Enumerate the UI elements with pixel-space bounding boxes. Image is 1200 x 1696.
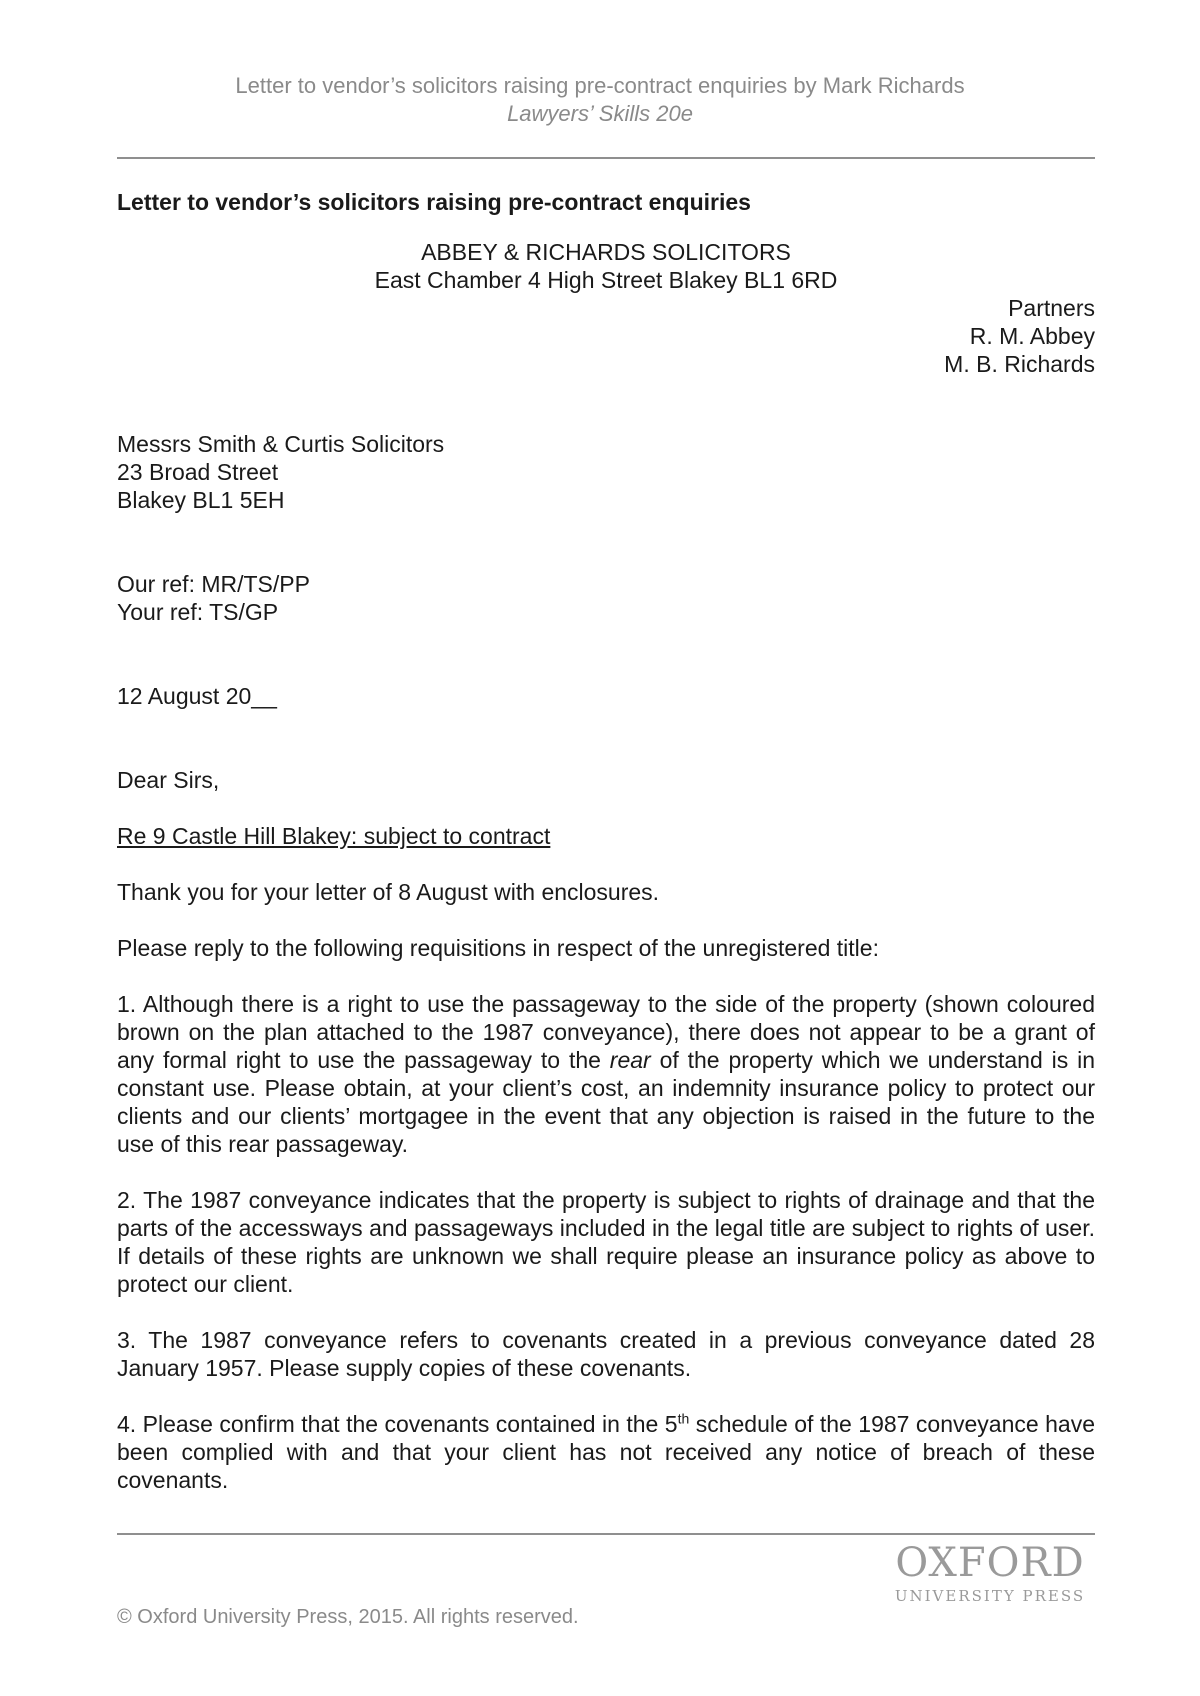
firm-name: ABBEY & RICHARDS SOLICITORS [421, 239, 791, 265]
partner-name: R. M. Abbey [969, 323, 1095, 349]
letter-body [117, 188, 1095, 1494]
partner-name: M. B. Richards [944, 351, 1095, 377]
header-subtitle: Lawyers’ Skills 20e [507, 101, 693, 126]
ordinal-suffix: th [677, 1410, 690, 1427]
requisition-4 [117, 1410, 1095, 1494]
document-title: Letter to vendor’s solicitors raising pre-contract enquiries [117, 189, 751, 215]
header-divider [117, 157, 1095, 159]
partners-heading: Partners [1008, 295, 1095, 321]
recipient-line: Messrs Smith & Curtis Solicitors [117, 431, 445, 457]
salutation: Dear Sirs, [117, 767, 220, 793]
firm-letterhead [117, 238, 1095, 294]
footer-divider [117, 1533, 1095, 1535]
requisition-1 [117, 990, 1095, 1158]
references [117, 570, 1095, 626]
header-title: Letter to vendor’s solicitors raising pre-contract enquiries by Mark Richards [235, 73, 965, 98]
requisition-1-text: 1. Although there is a right to use the passageway to the side of the property (shown coloured brown on the plan attached to the 1987 conveyance), there does not appear to be a grant of any formal right to use the passageway to the [117, 991, 1095, 1073]
logo-sub-text: UNIVERSITY PRESS [894, 1587, 1086, 1605]
requisition-4-text: 4. Please confirm that the covenants contained in the 5 [117, 1411, 678, 1437]
firm-address: East Chamber 4 High Street Blakey BL1 6RD [374, 267, 838, 293]
intro-paragraph: Thank you for your letter of 8 August with enclosures. [117, 879, 660, 905]
our-reference: Our ref: MR/TS/PP [117, 571, 310, 597]
recipient-line: Blakey BL1 5EH [117, 487, 285, 513]
requisition-2: 2. The 1987 conveyance indicates that the property is subject to rights of drainage and that the parts of the accessways and passageways included in the legal title are subject to rights of user. If details of these rights are unknown we shall require please an insurance policy as above to protect our client. [117, 1187, 1095, 1297]
oxford-logo [890, 1540, 1090, 1606]
recipient-line: 23 Broad Street [117, 459, 279, 485]
requisition-1-emphasis: rear [609, 1047, 651, 1073]
requisition-3: 3. The 1987 conveyance refers to covenants created in a previous conveyance dated 28 January 1957. Please supply copies of these covenants. [117, 1327, 1095, 1381]
logo-main-text: OXFORD [895, 1540, 1085, 1586]
requisition-4-text-end: schedule of the 1987 conveyance have been complied with and that your client has not received any notice of breach of these covenants. [117, 1411, 1095, 1493]
letter-date: 12 August 20__ [117, 683, 277, 709]
copyright-notice: © Oxford University Press, 2015. All rights reserved. [117, 1606, 579, 1628]
requisition-1-text-end: of the property which we understand is in constant use. Please obtain, at your client’s cost, an indemnity insurance policy to protect our clients and our clients’ mortgagee in the event that any objection is raised in the future to the use of this rear passageway. [117, 1047, 1095, 1157]
your-reference: Your ref: TS/GP [117, 599, 279, 625]
intro-paragraph: Please reply to the following requisitions in respect of the unregistered title: [117, 935, 879, 961]
partners-block [117, 294, 1095, 378]
recipient-address [117, 430, 1095, 514]
page-header [0, 72, 1200, 128]
subject-line: Re 9 Castle Hill Blakey: subject to contract [117, 823, 551, 849]
